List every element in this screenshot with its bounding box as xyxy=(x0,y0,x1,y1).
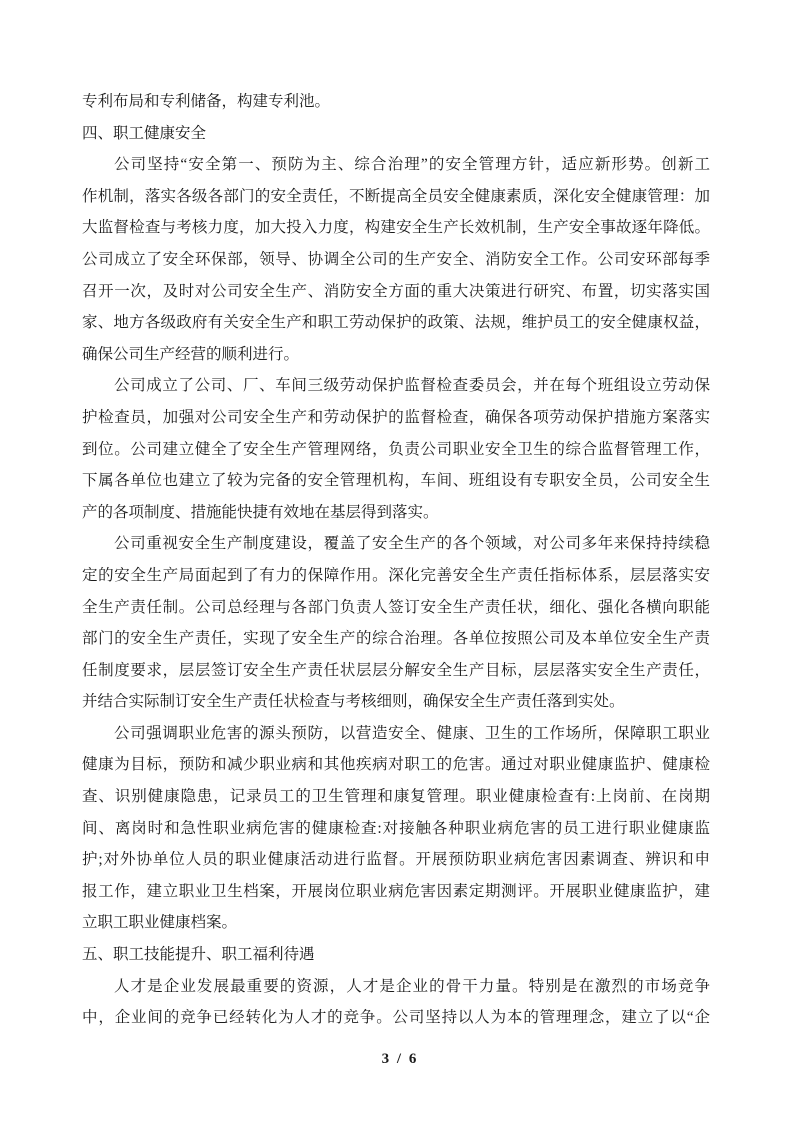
text-line: 护;对外协单位人员的职业健康活动进行监督。开展预防职业病危害因素调查、辨识和申 xyxy=(82,851,710,869)
text-line: 公司成立了公司、厂、车间三级劳动保护监督检查委员会，并在每个班组设立劳动保 xyxy=(114,377,710,395)
text-line: 并结合实际制订安全生产责任状检查与考核细则，确保安全生产责任落到实处。 xyxy=(82,693,625,711)
text-line: 下属各单位也建立了较为完备的安全管理机构，车间、班组设有专职安全员，公司安全生 xyxy=(82,472,710,490)
text-line: 公司强调职业危害的源头预防，以营造安全、健康、卫生的工作场所，保障职工职业 xyxy=(114,724,710,742)
text-line: 大监督检查与考核力度，加大投入力度，构建安全生产长效机制，生产安全事故逐年降低。 xyxy=(82,219,710,237)
text-line: 作机制，落实各级各部门的安全责任，不断提高全员安全健康素质，深化安全健康管理：加 xyxy=(82,187,710,205)
text-line: 间、离岗时和急性职业病危害的健康检查:对接触各种职业病危害的员工进行职业健康监 xyxy=(82,819,710,837)
text-line: 立职工职业健康档案。 xyxy=(82,914,238,932)
text-line: 护检查员，加强对公司安全生产和劳动保护的监督检查，确保各项劳动保护措施方案落实 xyxy=(82,408,710,426)
text-column xyxy=(82,86,710,1034)
text-line: 健康为目标，预防和减少职业病和其他疾病对职工的危害。通过对职业健康监护、健康检 xyxy=(82,756,710,774)
page-number: 3 / 6 xyxy=(381,1051,419,1067)
section-heading: 五、职工技能提升、职工福利待遇 xyxy=(82,946,315,964)
text-line: 任制度要求，层层签订安全生产责任状层层分解安全生产目标，层层落实安全生产责任， xyxy=(82,661,710,679)
text-line: 召开一次，及时对公司安全生产、消防安全方面的重大决策进行研究、布置，切实落实国 xyxy=(82,282,710,300)
section-heading: 四、职工健康安全 xyxy=(82,124,207,142)
text-line: 公司坚持“安全第一、预防为主、综合治理”的安全管理方针，适应新形势。创新工 xyxy=(114,156,710,174)
text-line: 产的各项制度、措施能快捷有效地在基层得到落实。 xyxy=(82,503,439,521)
text-line: 专利布局和专利储备，构建专利池。 xyxy=(82,93,331,110)
text-line: 定的安全生产局面起到了有力的保障作用。深化完善安全生产责任指标体系，层层落实安 xyxy=(82,566,710,584)
text-line: 全生产责任制。公司总经理与各部门负责人签订安全生产责任状，细化、强化各横向职能 xyxy=(82,598,710,616)
text-line: 确保公司生产经营的顺利进行。 xyxy=(82,345,300,363)
text-line: 人才是企业发展最重要的资源，人才是企业的骨干力量。特别是在激烈的市场竞争 xyxy=(114,977,710,995)
text-line: 公司成立了安全环保部，领导、协调全公司的生产安全、消防安全工作。公司安环部每季 xyxy=(82,250,710,268)
text-line: 中，企业间的竞争已经转化为人才的竞争。公司坚持以人为本的管理理念，建立了以“企 xyxy=(82,1009,710,1027)
text-line: 部门的安全生产责任，实现了安全生产的综合治理。各单位按照公司及本单位安全生产责 xyxy=(82,630,710,648)
text-line: 公司重视安全生产制度建设，覆盖了安全生产的各个领域，对公司多年来保持持续稳 xyxy=(114,535,710,553)
text-line: 家、地方各级政府有关安全生产和职工劳动保护的政策、法规，维护员工的安全健康权益， xyxy=(82,314,710,332)
text-line: 到位。公司建立健全了安全生产管理网络，负责公司职业安全卫生的综合监督管理工作， xyxy=(82,440,710,458)
text-line: 报工作，建立职业卫生档案，开展岗位职业病危害因素定期测评。开展职业健康监护，建 xyxy=(82,882,710,900)
text-line: 查、识别健康隐患，记录员工的卫生管理和康复管理。职业健康检查有:上岗前、在岗期 xyxy=(82,788,710,806)
